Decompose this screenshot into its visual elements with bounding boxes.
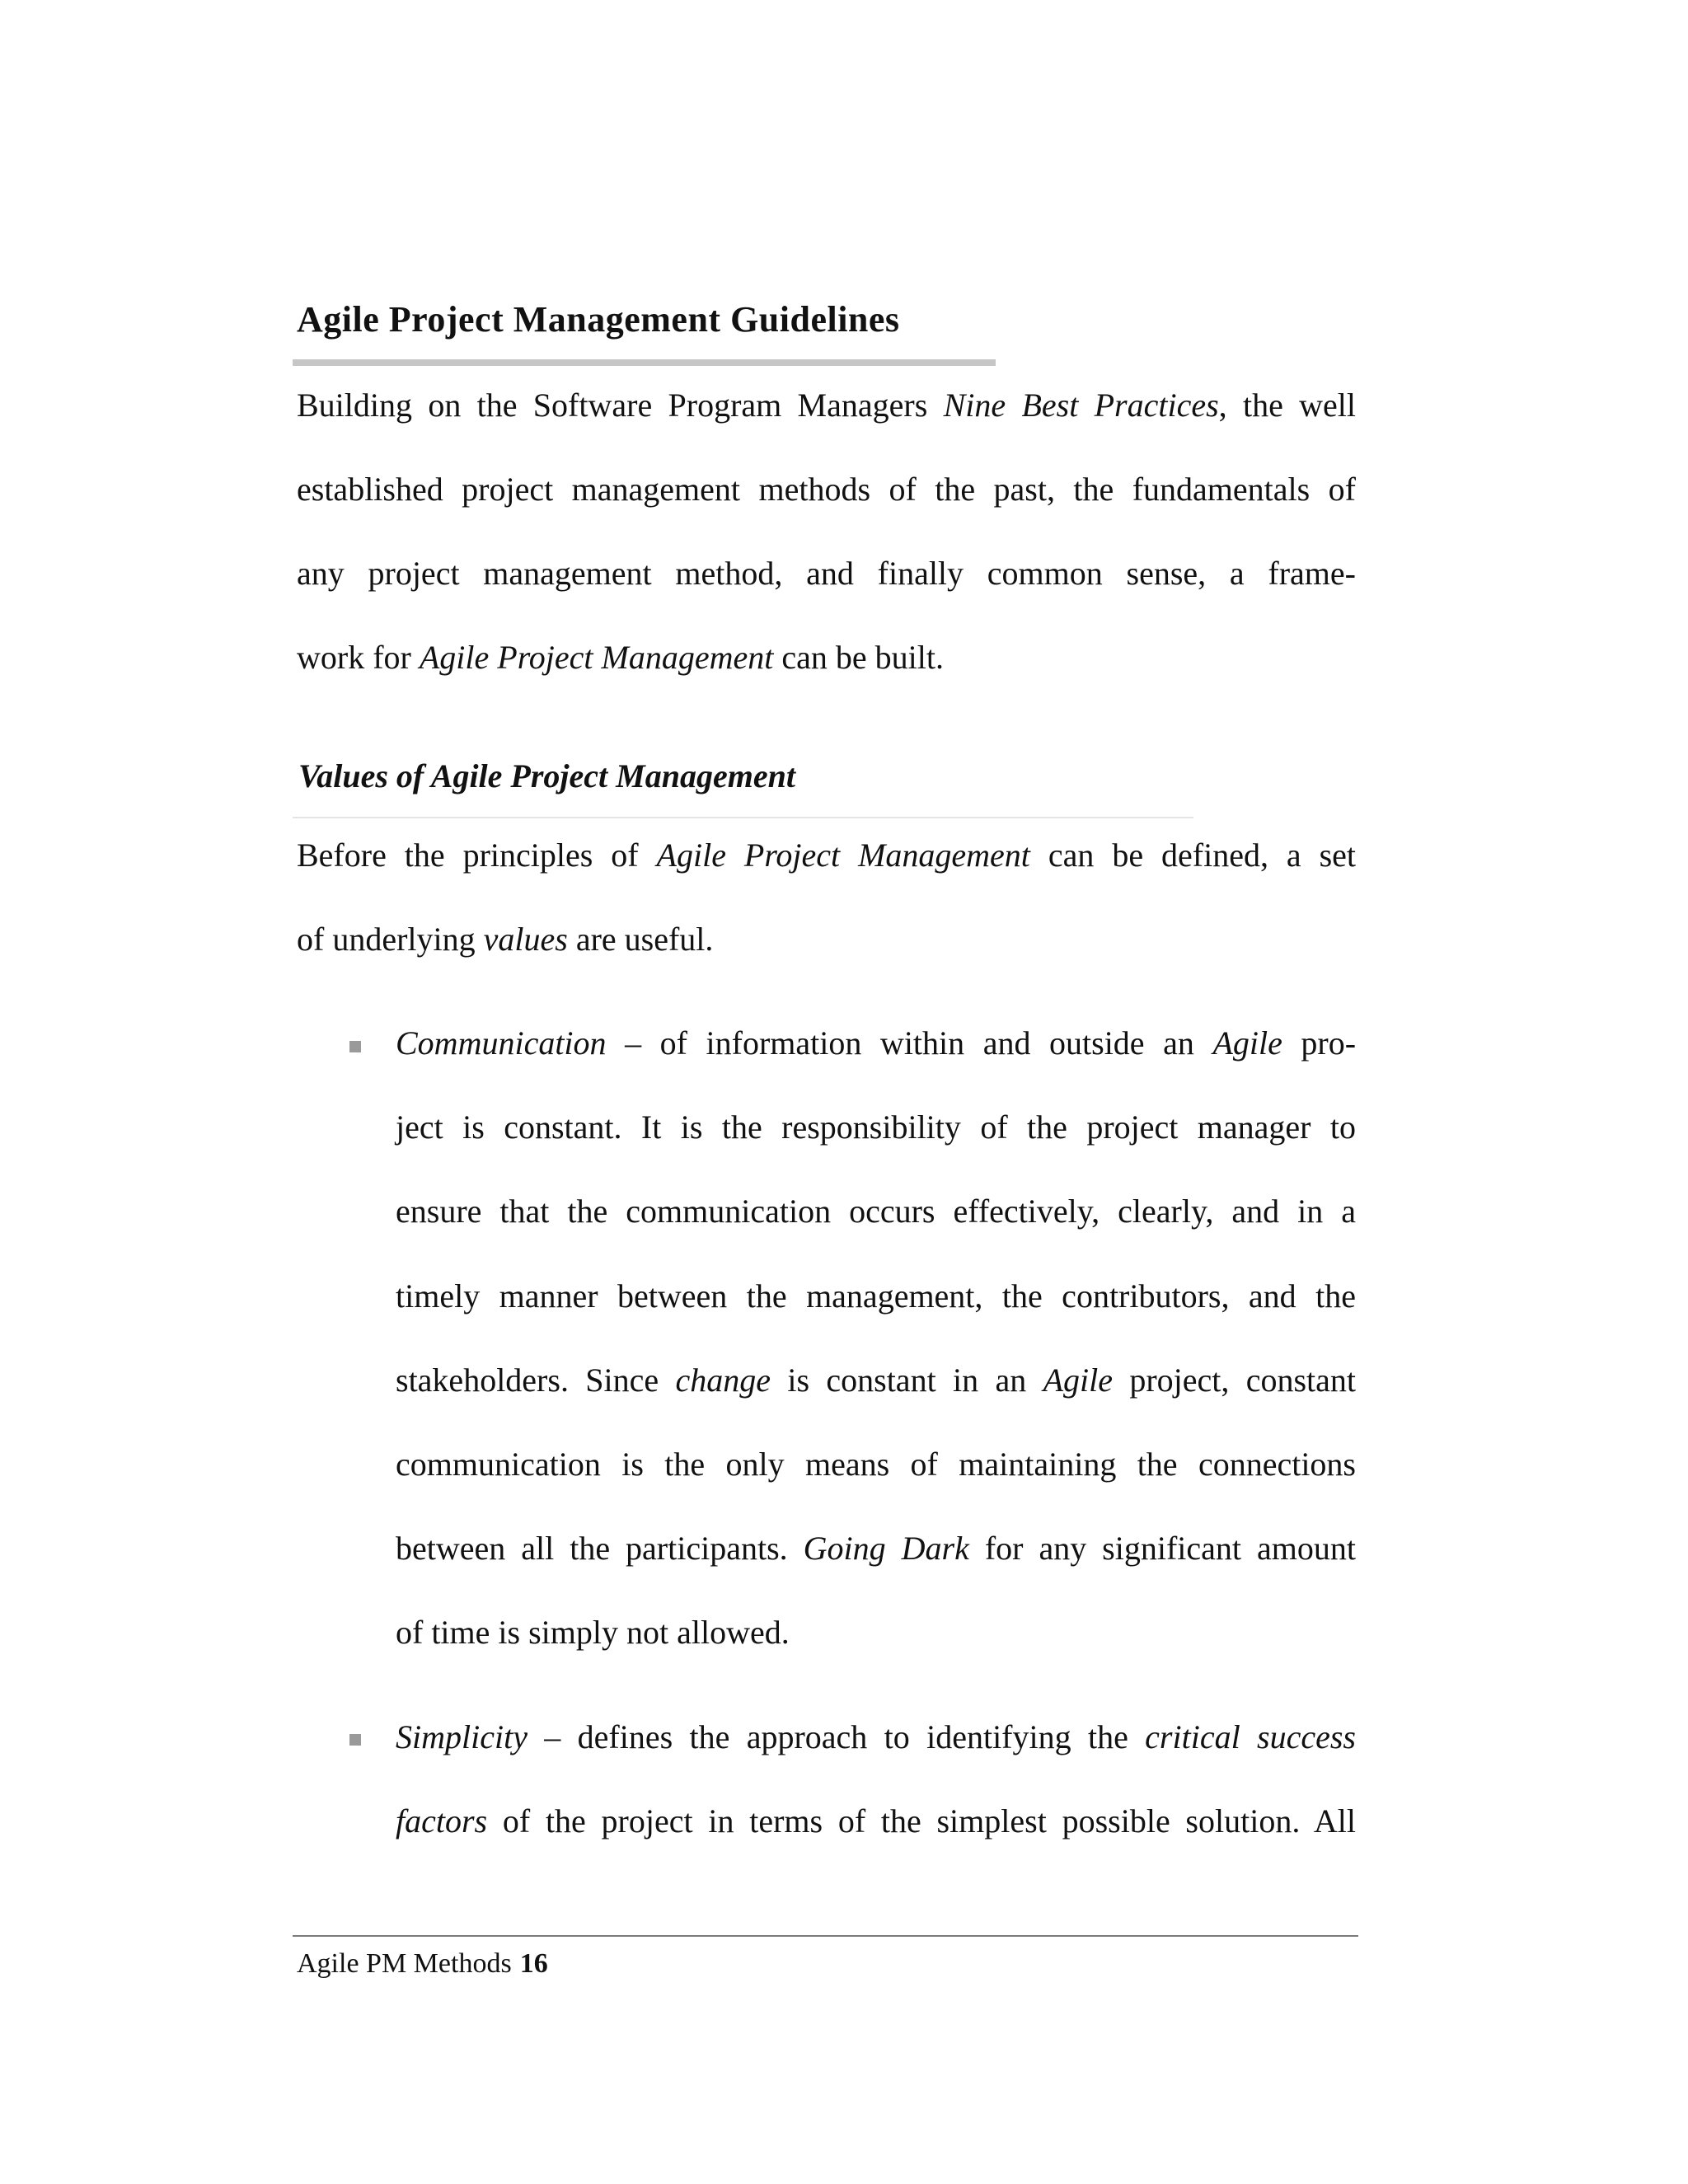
text: Building on the Software Program Managers (297, 387, 928, 424)
bullet-square-icon (349, 1734, 361, 1746)
italic-text: critical success (1145, 1718, 1357, 1755)
footer-title: Agile PM Methods (297, 1948, 512, 1979)
footer-rule (293, 1935, 1358, 1937)
italic-text: factors (396, 1802, 488, 1840)
italic-text: values (483, 921, 568, 958)
bullet-1-line-7 (396, 1527, 1356, 1570)
page-footer (297, 1948, 548, 1980)
text: defines the approach to identifying the (577, 1718, 1128, 1755)
bullet-1-line-1 (396, 1022, 1356, 1065)
bullet-1-line-6: communication is the only means of maintaining the connections (396, 1446, 1356, 1483)
intro-line-4 (297, 636, 1356, 679)
text: project, constant (1129, 1361, 1357, 1399)
subheading-rule (293, 817, 1193, 818)
section-heading: Agile Project Management Guidelines (297, 299, 900, 340)
italic-text: Agile Project Management (419, 639, 774, 676)
bullet-1-line-2: ject is constant. It is the responsibility of the project manager to (396, 1108, 1356, 1146)
heading-rule (293, 359, 996, 366)
bullet-term: Communication – (396, 1024, 642, 1062)
intro-line-3: any project management method, and finally common sense, a frame- (297, 555, 1356, 592)
bullet-square-icon (349, 1041, 361, 1052)
bullet-1-line-3: ensure that the communication occurs effectively, clearly, and in a (396, 1193, 1356, 1230)
text: of underlying (297, 921, 476, 958)
intro-line-1 (297, 384, 1356, 427)
text: work for (297, 639, 411, 676)
text: of information within and outside an (659, 1024, 1194, 1062)
text: can be defined, a set (1048, 837, 1357, 874)
italic-text: Agile (1043, 1361, 1113, 1399)
values-intro-line-2 (297, 918, 1356, 961)
bullet-term: Simplicity – (396, 1718, 561, 1755)
text: are useful. (575, 921, 714, 958)
text: , the well (1218, 387, 1357, 424)
bullet-1-line-4: timely manner between the management, the contributors, and the (396, 1277, 1356, 1315)
values-intro-line-1 (297, 834, 1356, 877)
text: stakeholders. Since (396, 1361, 659, 1399)
bullet-1-line-8: of time is simply not allowed. (396, 1614, 790, 1651)
italic-text: Agile (1212, 1024, 1282, 1062)
bullet-1-line-5 (396, 1359, 1356, 1402)
text: pro- (1301, 1024, 1357, 1062)
italic-text: Agile Project Management (656, 837, 1030, 874)
italic-text: Nine Best Practices (943, 387, 1219, 424)
bullet-2-line-1 (396, 1716, 1356, 1759)
subheading: Values of Agile Project Management (298, 757, 795, 794)
text: is constant in an (787, 1361, 1027, 1399)
text: Before the principles of (297, 837, 639, 874)
page-number: 16 (519, 1948, 548, 1979)
text: of the project in terms of the simplest possible solution. All (502, 1802, 1356, 1840)
text: can be built. (781, 639, 944, 676)
text: between all the participants. (396, 1530, 788, 1567)
bullet-2-line-2 (396, 1800, 1356, 1843)
italic-text: Going Dark (803, 1530, 969, 1567)
italic-text: change (675, 1361, 771, 1399)
text: for any significant amount (984, 1530, 1356, 1567)
intro-line-2: established project management methods of the past, the fundamentals of (297, 471, 1356, 508)
